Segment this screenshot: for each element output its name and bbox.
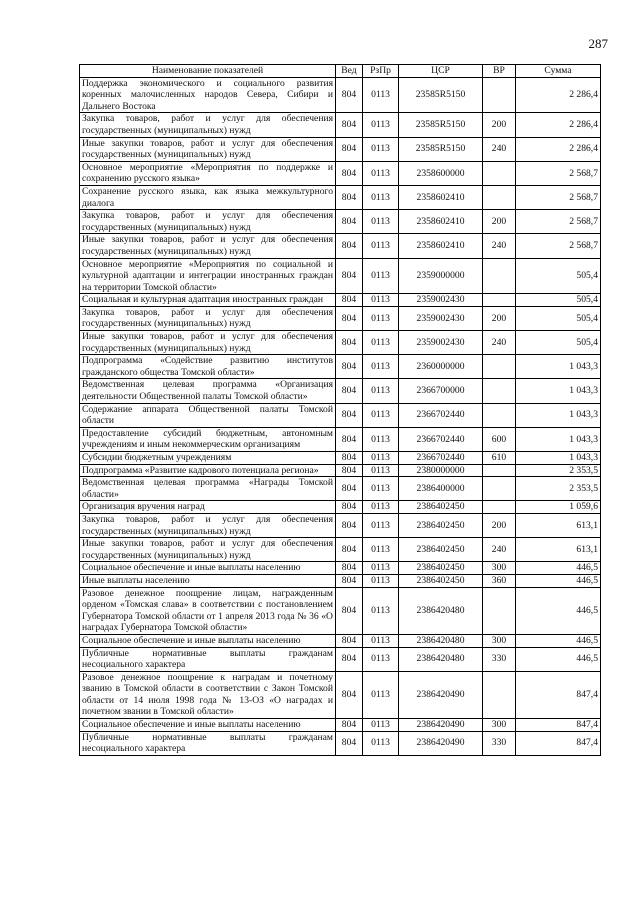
cell-sum: 446,5: [516, 634, 601, 647]
cell-name: Социальное обеспечение и иные выплаты населению: [80, 562, 336, 575]
cell-name: Социальная и культурная адаптация иностранных граждан: [80, 294, 336, 307]
cell-vr: [483, 501, 516, 514]
cell-rzpr: 0113: [363, 501, 399, 514]
cell-vr: 240: [483, 331, 516, 355]
cell-name: Основное мероприятие «Мероприятия по поддержке и сохранению русского языка»: [80, 161, 336, 185]
cell-name: Разовое денежное поощрение к наградам и почетному званию в Томской области в соответствии с Закон Томской области от 14 июля 1998 года № 13-ОЗ «О наградах и почетном звании в Томской области»: [80, 671, 336, 718]
table-row: [80, 671, 601, 718]
cell-csr: 2359000000: [399, 258, 483, 294]
table-row: [80, 634, 601, 647]
cell-sum: 1 043,3: [516, 403, 601, 427]
table-row: [80, 538, 601, 562]
cell-name: Ведомственная целевая программа «Награды Томской области»: [80, 477, 336, 501]
cell-sum: 2 568,7: [516, 210, 601, 234]
cell-vr: 200: [483, 513, 516, 537]
cell-rzpr: 0113: [363, 379, 399, 403]
cell-csr: 2386420490: [399, 671, 483, 718]
cell-name: Публичные нормативные выплаты гражданам несоциального характера: [80, 647, 336, 671]
cell-csr: 2386402450: [399, 562, 483, 575]
cell-ved: 804: [336, 634, 363, 647]
cell-vr: 240: [483, 234, 516, 258]
cell-rzpr: 0113: [363, 538, 399, 562]
cell-ved: 804: [336, 647, 363, 671]
cell-rzpr: 0113: [363, 513, 399, 537]
cell-csr: 2358602410: [399, 185, 483, 209]
cell-csr: 2366702440: [399, 427, 483, 451]
table-row: [80, 258, 601, 294]
cell-name: Содержание аппарата Общественной палаты Томской области: [80, 403, 336, 427]
cell-sum: 2 286,4: [516, 77, 601, 113]
cell-name: Сохранение русского языка, как языка межкультурного диалога: [80, 185, 336, 209]
cell-ved: 804: [336, 574, 363, 587]
cell-sum: 446,5: [516, 587, 601, 634]
cell-sum: 505,4: [516, 294, 601, 307]
cell-ved: 804: [336, 113, 363, 137]
cell-sum: 2 568,7: [516, 234, 601, 258]
cell-csr: 2360000000: [399, 355, 483, 379]
cell-rzpr: 0113: [363, 258, 399, 294]
cell-sum: 2 353,5: [516, 477, 601, 501]
cell-sum: 505,4: [516, 306, 601, 330]
cell-ved: 804: [336, 452, 363, 465]
cell-ved: 804: [336, 464, 363, 477]
cell-csr: 2359002430: [399, 331, 483, 355]
cell-ved: 804: [336, 294, 363, 307]
cell-ved: 804: [336, 185, 363, 209]
table-row: [80, 379, 601, 403]
cell-ved: 804: [336, 77, 363, 113]
cell-name: Иные закупки товаров, работ и услуг для обеспечения государственных (муниципальных) нужд: [80, 137, 336, 161]
cell-rzpr: 0113: [363, 294, 399, 307]
table-row: [80, 161, 601, 185]
cell-name: Субсидии бюджетным учреждениям: [80, 452, 336, 465]
cell-sum: 2 353,5: [516, 464, 601, 477]
cell-name: Ведомственная целевая программа «Организация деятельности Общественной палаты Томской области»: [80, 379, 336, 403]
cell-sum: 2 286,4: [516, 137, 601, 161]
cell-ved: 804: [336, 137, 363, 161]
cell-vr: 360: [483, 574, 516, 587]
cell-rzpr: 0113: [363, 161, 399, 185]
header-row: [80, 65, 601, 78]
cell-name: Публичные нормативные выплаты гражданам несоциального характера: [80, 731, 336, 755]
cell-vr: 300: [483, 634, 516, 647]
cell-sum: 613,1: [516, 538, 601, 562]
cell-name: Предоставление субсидий бюджетным, автономным учреждениям и иным некоммерческим организациям: [80, 427, 336, 451]
cell-csr: 2386420490: [399, 719, 483, 732]
table-row: [80, 77, 601, 113]
cell-sum: 2 568,7: [516, 185, 601, 209]
table-row: [80, 427, 601, 451]
cell-ved: 804: [336, 427, 363, 451]
table-row: [80, 452, 601, 465]
cell-vr: [483, 587, 516, 634]
cell-rzpr: 0113: [363, 464, 399, 477]
table-row: [80, 587, 601, 634]
cell-name: Поддержка экономического и социального развития коренных малочисленных народов Севера, Сибири и Дальнего Востока: [80, 77, 336, 113]
cell-rzpr: 0113: [363, 731, 399, 755]
cell-vr: 300: [483, 719, 516, 732]
cell-ved: 804: [336, 562, 363, 575]
cell-sum: 1 043,3: [516, 355, 601, 379]
cell-csr: 2359002430: [399, 306, 483, 330]
cell-name: Иные закупки товаров, работ и услуг для обеспечения государственных (муниципальных) нужд: [80, 331, 336, 355]
table-row: [80, 113, 601, 137]
cell-vr: 330: [483, 731, 516, 755]
cell-csr: 2386402450: [399, 513, 483, 537]
cell-csr: 23585R5150: [399, 77, 483, 113]
cell-name: Основное мероприятие «Мероприятия по социальной и культурной адаптации и интеграции иностранных граждан на территории Томской области»: [80, 258, 336, 294]
cell-rzpr: 0113: [363, 77, 399, 113]
cell-sum: 613,1: [516, 513, 601, 537]
header-name: Наименование показателей: [80, 65, 336, 78]
cell-rzpr: 0113: [363, 113, 399, 137]
cell-sum: 1 043,3: [516, 379, 601, 403]
cell-rzpr: 0113: [363, 234, 399, 258]
table-row: [80, 731, 601, 755]
cell-csr: 2358602410: [399, 234, 483, 258]
cell-vr: [483, 477, 516, 501]
cell-rzpr: 0113: [363, 306, 399, 330]
header-ved: Вед: [336, 65, 363, 78]
table-row: [80, 355, 601, 379]
cell-vr: [483, 379, 516, 403]
cell-ved: 804: [336, 331, 363, 355]
cell-ved: 804: [336, 587, 363, 634]
table-body: [80, 77, 601, 755]
cell-csr: 2386420480: [399, 587, 483, 634]
cell-ved: 804: [336, 731, 363, 755]
cell-csr: 2386400000: [399, 477, 483, 501]
table-row: [80, 403, 601, 427]
cell-csr: 2386420480: [399, 647, 483, 671]
cell-vr: 240: [483, 137, 516, 161]
cell-csr: 23585R5150: [399, 137, 483, 161]
table-row: [80, 501, 601, 514]
table-row: [80, 185, 601, 209]
cell-csr: 2358600000: [399, 161, 483, 185]
cell-vr: 300: [483, 562, 516, 575]
cell-rzpr: 0113: [363, 719, 399, 732]
cell-csr: 2386402450: [399, 538, 483, 562]
cell-vr: [483, 671, 516, 718]
cell-vr: [483, 355, 516, 379]
table-row: [80, 234, 601, 258]
cell-csr: 23585R5150: [399, 113, 483, 137]
cell-vr: [483, 464, 516, 477]
cell-sum: 505,4: [516, 258, 601, 294]
cell-sum: 2 286,4: [516, 113, 601, 137]
cell-sum: 505,4: [516, 331, 601, 355]
table-row: [80, 294, 601, 307]
table-row: [80, 513, 601, 537]
cell-csr: 2359002430: [399, 294, 483, 307]
cell-rzpr: 0113: [363, 477, 399, 501]
table-row: [80, 306, 601, 330]
cell-name: Подпрограмма «Содействие развитию институтов гражданского общества Томской области»: [80, 355, 336, 379]
budget-table: [79, 64, 601, 756]
cell-ved: 804: [336, 210, 363, 234]
cell-name: Иные закупки товаров, работ и услуг для обеспечения государственных (муниципальных) нужд: [80, 234, 336, 258]
cell-csr: 2386420490: [399, 731, 483, 755]
cell-ved: 804: [336, 403, 363, 427]
table-row: [80, 210, 601, 234]
cell-ved: 804: [336, 379, 363, 403]
cell-name: Иные закупки товаров, работ и услуг для обеспечения государственных (муниципальных) нужд: [80, 538, 336, 562]
cell-sum: 446,5: [516, 647, 601, 671]
cell-rzpr: 0113: [363, 403, 399, 427]
table-row: [80, 647, 601, 671]
cell-vr: [483, 403, 516, 427]
cell-rzpr: 0113: [363, 355, 399, 379]
cell-vr: 240: [483, 538, 516, 562]
cell-name: Закупка товаров, работ и услуг для обеспечения государственных (муниципальных) нужд: [80, 210, 336, 234]
cell-rzpr: 0113: [363, 671, 399, 718]
cell-rzpr: 0113: [363, 452, 399, 465]
cell-vr: 600: [483, 427, 516, 451]
cell-name: Подпрограмма «Развитие кадрового потенциала региона»: [80, 464, 336, 477]
header-csr: ЦСР: [399, 65, 483, 78]
cell-rzpr: 0113: [363, 634, 399, 647]
cell-csr: 2386402450: [399, 574, 483, 587]
cell-csr: 2386402450: [399, 501, 483, 514]
header-sum: Сумма: [516, 65, 601, 78]
cell-sum: 1 043,3: [516, 452, 601, 465]
cell-vr: [483, 258, 516, 294]
table-row: [80, 137, 601, 161]
cell-rzpr: 0113: [363, 587, 399, 634]
cell-sum: 446,5: [516, 562, 601, 575]
cell-rzpr: 0113: [363, 331, 399, 355]
cell-csr: 2366702440: [399, 403, 483, 427]
cell-rzpr: 0113: [363, 647, 399, 671]
cell-csr: 2358602410: [399, 210, 483, 234]
cell-sum: 2 568,7: [516, 161, 601, 185]
cell-ved: 804: [336, 161, 363, 185]
cell-sum: 847,4: [516, 671, 601, 718]
table-row: [80, 464, 601, 477]
cell-csr: 2386420480: [399, 634, 483, 647]
cell-ved: 804: [336, 477, 363, 501]
table-header: [80, 65, 601, 78]
cell-ved: 804: [336, 258, 363, 294]
cell-rzpr: 0113: [363, 562, 399, 575]
cell-csr: 2380000000: [399, 464, 483, 477]
cell-rzpr: 0113: [363, 427, 399, 451]
cell-vr: 330: [483, 647, 516, 671]
cell-ved: 804: [336, 671, 363, 718]
cell-name: Организация вручения наград: [80, 501, 336, 514]
cell-ved: 804: [336, 719, 363, 732]
cell-rzpr: 0113: [363, 185, 399, 209]
cell-rzpr: 0113: [363, 574, 399, 587]
table-row: [80, 574, 601, 587]
cell-vr: 200: [483, 210, 516, 234]
cell-sum: 847,4: [516, 731, 601, 755]
cell-csr: 2366700000: [399, 379, 483, 403]
cell-sum: 847,4: [516, 719, 601, 732]
cell-ved: 804: [336, 234, 363, 258]
cell-rzpr: 0113: [363, 210, 399, 234]
cell-vr: [483, 185, 516, 209]
cell-csr: 2366702440: [399, 452, 483, 465]
cell-sum: 1 043,3: [516, 427, 601, 451]
page-number: 287: [588, 36, 608, 51]
table-row: [80, 719, 601, 732]
cell-ved: 804: [336, 513, 363, 537]
cell-name: Социальное обеспечение и иные выплаты населению: [80, 719, 336, 732]
table-row: [80, 477, 601, 501]
cell-vr: [483, 161, 516, 185]
cell-ved: 804: [336, 306, 363, 330]
cell-vr: [483, 294, 516, 307]
cell-vr: 610: [483, 452, 516, 465]
table-row: [80, 331, 601, 355]
cell-name: Разовое денежное поощрение лицам, награжденным орденом «Томская слава» в соответствии с постановлением Губернатора Томской области от 1 апреля 2013 года № 36 «О наградах Губернатора Томской области»: [80, 587, 336, 634]
cell-vr: 200: [483, 113, 516, 137]
cell-name: Социальное обеспечение и иные выплаты населению: [80, 634, 336, 647]
cell-name: Иные выплаты населению: [80, 574, 336, 587]
cell-ved: 804: [336, 501, 363, 514]
cell-name: Закупка товаров, работ и услуг для обеспечения государственных (муниципальных) нужд: [80, 306, 336, 330]
cell-vr: [483, 77, 516, 113]
cell-sum: 1 059,6: [516, 501, 601, 514]
cell-name: Закупка товаров, работ и услуг для обеспечения государственных (муниципальных) нужд: [80, 513, 336, 537]
cell-name: Закупка товаров, работ и услуг для обеспечения государственных (муниципальных) нужд: [80, 113, 336, 137]
cell-rzpr: 0113: [363, 137, 399, 161]
header-rzpr: РзПр: [363, 65, 399, 78]
cell-vr: 200: [483, 306, 516, 330]
cell-ved: 804: [336, 538, 363, 562]
table-row: [80, 562, 601, 575]
header-vr: ВР: [483, 65, 516, 78]
cell-sum: 446,5: [516, 574, 601, 587]
cell-ved: 804: [336, 355, 363, 379]
